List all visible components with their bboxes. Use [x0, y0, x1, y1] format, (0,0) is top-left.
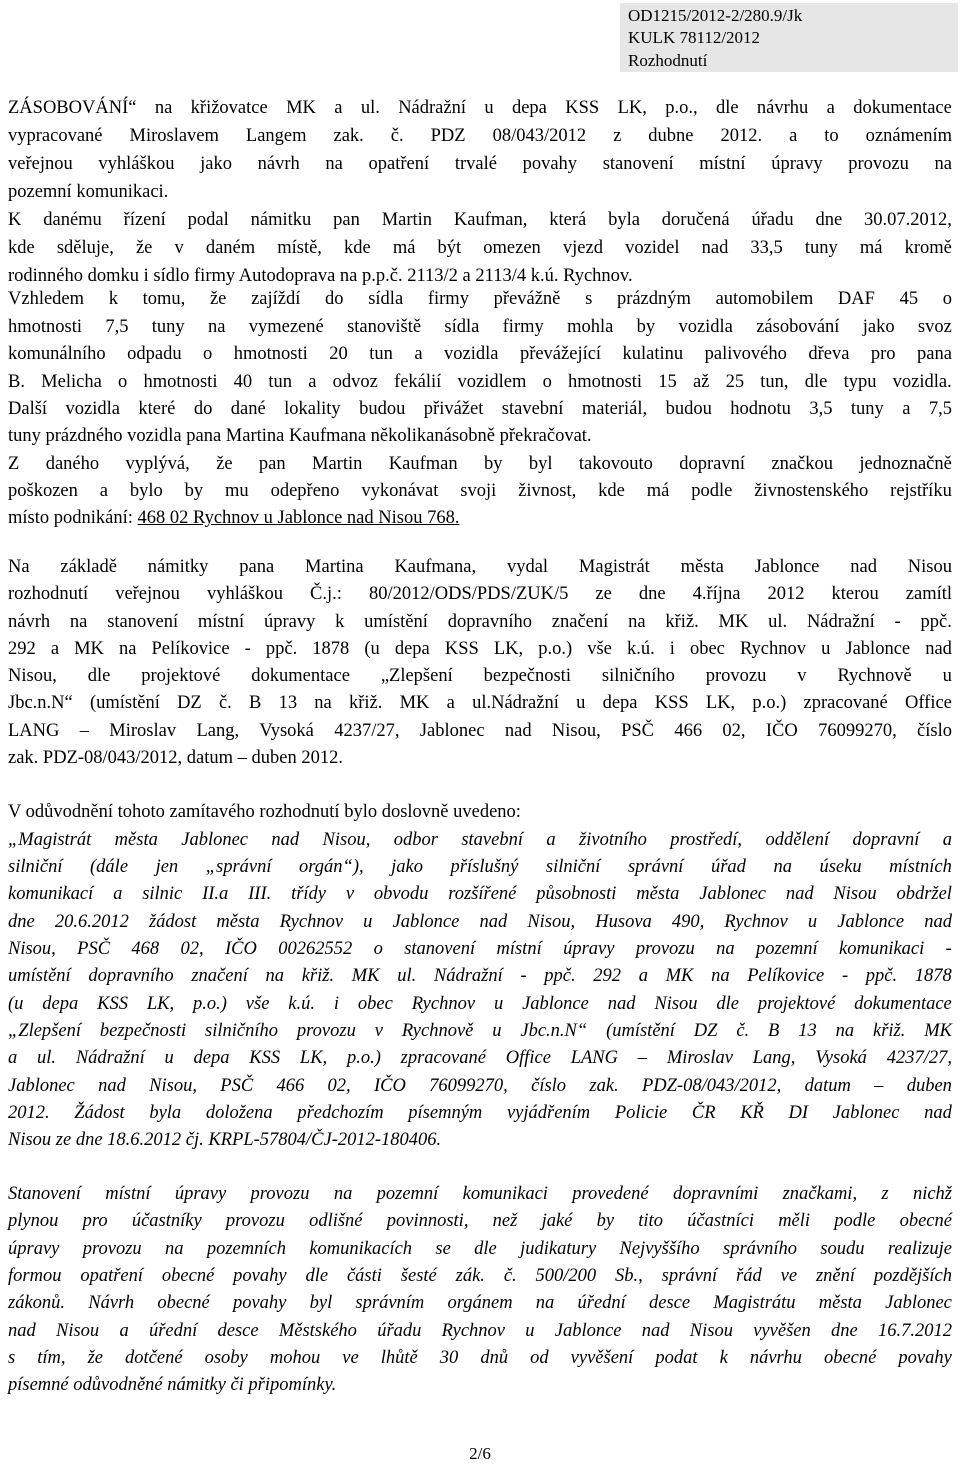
text-line: komunálního odpadu o hmotnosti 20 tun a vozidla převážející kulatinu palivového dřeva pro pana [8, 344, 952, 364]
document-reference-box [620, 3, 958, 72]
text-line: Nisou, dle projektové dokumentace „Zlepšení bezpečnosti silničního provozu v Rychnově u [8, 666, 952, 686]
text-line: V odůvodnění tohoto zamítavého rozhodnutí bylo doslovně uvedeno: [8, 802, 521, 822]
quoted-line: zákonů. Návrh obecné povahy byl správním orgánem na úřední desce Magistrátu města Jablonec [8, 1293, 952, 1313]
text-line: ZÁSOBOVÁNÍ“ na křižovatce MK a ul. Nádražní u depa KSS LK, p.o., dle návrhu a dokumentace [8, 98, 952, 118]
text-line: Jbc.n.N“ (umístění DZ č. B 13 na křiž. MK a ul.Nádražní u depa KSS LK, p.o.) zpracované Office [8, 693, 952, 713]
text-line: rozhodnutí veřejnou vyhláškou Č.j.: 80/2012/ODS/PDS/ZUK/5 ze dne 4.října 2012 kterou zamítl [8, 584, 952, 604]
quoted-line: dne 20.6.2012 žádost města Rychnov u Jablonce nad Nisou, Husova 490, Rychnov u Jablonce nad [8, 912, 952, 932]
quoted-line: Nisou, PSČ 468 02, IČO 00262552 o stanovení místní úpravy provozu na pozemní komunikaci - [8, 939, 952, 959]
text-line: pozemní komunikaci. [8, 182, 169, 202]
quoted-line: (u depa KSS LK, p.o.) vše k.ú. i obec Rychnov u Jablonce nad Nisou dle projektové dokumentace [8, 994, 952, 1014]
text-line: tuny prázdného vozidla pana Martina Kaufmana několikanásobně překračovat. [8, 426, 592, 446]
text-line: Další vozidla které do dané lokality budou přivážet stavební materiál, budou hodnotu 3,5 tuny a 7,5 [8, 399, 952, 419]
page-number: 2/6 [469, 1444, 491, 1463]
quoted-line: Jablonec nad Nisou, PSČ 466 02, IČO 76099270, číslo zak. PDZ-08/043/2012, datum – duben [8, 1076, 952, 1096]
text-line: K danému řízení podal námitku pan Martin Kaufman, která byla doručená úřadu dne 30.07.2012, [8, 210, 952, 230]
text-line: Na základě námitky pana Martina Kaufmana, vydal Magistrát města Jablonce nad Nisou [8, 557, 952, 577]
reference-number: OD1215/2012-2/280.9/Jk [628, 6, 803, 25]
text-line: rodinného domku i sídlo firmy Autodoprava na p.p.č. 2113/2 a 2113/4 k.ú. Rychnov. [8, 266, 633, 286]
text-line: veřejnou vyhláškou jako návrh na opatření trvalé povahy stanovení místní úpravy provozu na [8, 154, 952, 174]
text-line: Z daného vyplývá, že pan Martin Kaufman by byl takovouto dopravní značkou jednoznačně [8, 454, 952, 474]
quoted-line: nad Nisou a úřední desce Městského úřadu Rychnov u Jablonce nad Nisou vyvěšen dne 16.7.2012 [8, 1321, 952, 1341]
text-line: poškozen a bylo by mu odepřeno vykonávat svoji živnost, kde má podle živnostenského rejstříku [8, 481, 952, 501]
quoted-line: Stanovení místní úpravy provozu na pozemní komunikaci provedené dopravními značkami, z nichž [8, 1184, 952, 1204]
text-line: zak. PDZ-08/043/2012, datum – duben 2012. [8, 748, 344, 768]
place-of-business-label: místo podnikání: [8, 508, 138, 528]
quoted-line: Nisou ze dne 18.6.2012 čj. KRPL-57804/ČJ-2012-180406. [8, 1130, 442, 1150]
text-line: návrh na stanovení místní úpravy k umístění dopravního značení na křiž. MK ul. Nádražní - ppč. [8, 612, 952, 632]
text-line: B. Melicha o hmotnosti 40 tun a odvoz fekálií vozidlem o hmotnosti 15 až 25 tun, dle typu vozidla. [8, 372, 952, 392]
quoted-line: plynou pro účastníky provozu odlišné povinnosti, než jaké by tito účastníci měli podle obecné [8, 1211, 952, 1231]
quoted-line: umístění dopravního značení na křiž. MK ul. Nádražní - ppč. 292 a MK na Pelíkovice - ppč. 1878 [8, 966, 952, 986]
text-line: vypracované Miroslavem Langem zak. č. PDZ 08/043/2012 z dubne 2012. a to oznámením [8, 126, 952, 146]
quoted-line: písemné odůvodněné námitky či připomínky. [8, 1375, 337, 1395]
text-line: hmotnosti 7,5 tuny na vymezené stanoviště sídla firmy mohla by vozidla zásobování jako svoz [8, 317, 952, 337]
text-line: 292 a MK na Pelíkovice - ppč. 1878 (u depa KSS LK, p.o.) vše k.ú. i obec Rychnov u Jablonce nad [8, 639, 952, 659]
quoted-line: komunikací a silnic II.a III. třídy v obvodu rozšířené působnosti města Jablonec nad Nisou obdržel [8, 884, 952, 904]
quoted-line: a ul. Nádražní u depa KSS LK, p.o.) zpracované Office LANG – Miroslav Lang, Vysoká 4237/27, [8, 1048, 952, 1068]
kulk-number: KULK 78112/2012 [628, 28, 761, 47]
quoted-line: „Magistrát města Jablonec nad Nisou, odbor stavební a životního prostředí, oddělení dopravní a [8, 830, 952, 850]
quoted-line: úpravy provozu na pozemních komunikacích se dle judikatury Nejvyššího správního soudu realizuje [8, 1239, 952, 1259]
document-type: Rozhodnutí [628, 51, 708, 70]
quoted-line: silniční (dále jen „správní orgán“), jako příslušný silniční správní úřad na úseku místních [8, 857, 952, 877]
text-line [8, 505, 952, 531]
place-of-business-address: 468 02 Rychnov u Jablonce nad Nisou 768. [137, 508, 460, 528]
quoted-line: formou opatření obecné povahy dle části šesté zák. č. 500/200 Sb., správní řád ve znění pozdějších [8, 1266, 952, 1286]
text-line: Vzhledem k tomu, že zajíždí do sídla firmy převážně s prázdným automobilem DAF 45 o [8, 289, 952, 309]
quoted-line: 2012. Žádost byla doložena předchozím písemným vyjádřením Policie ČR KŘ DI Jablonec nad [8, 1103, 952, 1123]
quoted-line: „Zlepšení bezpečnosti silničního provozu v Rychnově u Jbc.n.N“ (umístění DZ č. B 13 na křiž. MK [8, 1021, 952, 1041]
quoted-line: s tím, že dotčené osoby mohou ve lhůtě 30 dnů od vyvěšení podat k návrhu obecné povahy [8, 1348, 952, 1368]
text-line: kde sděluje, že v daném místě, kde má být omezen vjezd vozidel nad 33,5 tuny má kromě [8, 238, 952, 258]
text-line: LANG – Miroslav Lang, Vysoká 4237/27, Jablonec nad Nisou, PSČ 466 02, IČO 76099270, číslo [8, 721, 952, 741]
